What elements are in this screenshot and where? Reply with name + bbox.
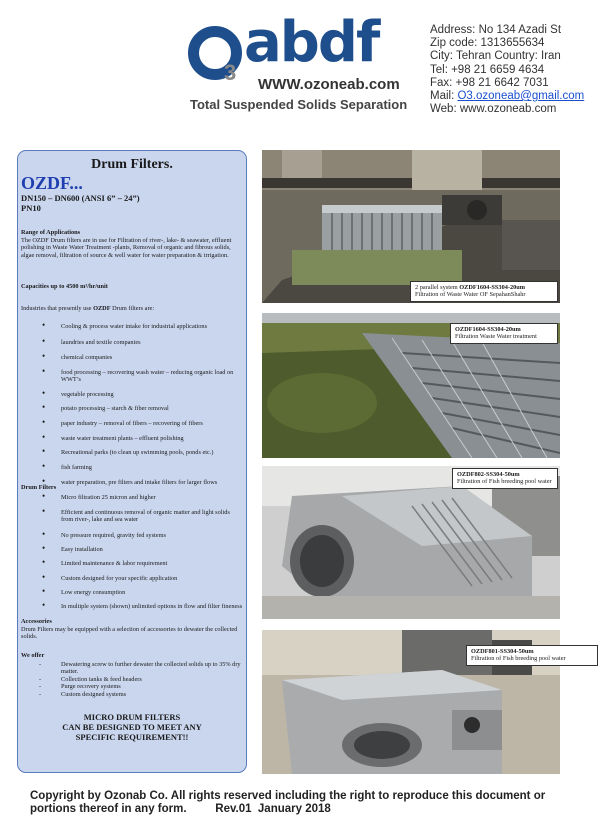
- photo-fish-pool-drum-1-image: [262, 466, 560, 619]
- list-item: • vegetable processing: [21, 391, 243, 405]
- company-logo: [188, 10, 403, 102]
- list-item: • laundries and textile companies: [21, 339, 243, 354]
- logo-url: WWW.ozoneab.com: [258, 76, 400, 93]
- list-item: • Recreational parks (to clean up swimming pools, ponds etc.): [21, 449, 243, 464]
- list-item: • In multiple system (shown) unlimited options in flow and filter fineness: [21, 603, 243, 619]
- logo-wordmark: abdf: [244, 10, 379, 75]
- photo-caption: [410, 281, 558, 302]
- caption-description: Filtration of Waste Water OF SepahanShahr: [415, 291, 526, 299]
- product-name: OZDF...: [21, 173, 83, 193]
- list-item: • Efficient and continuous removal of organic matter and light solids from river-, lake and sea water: [21, 509, 243, 532]
- industries-intro: [21, 305, 243, 312]
- industries-intro-b: OZDF: [93, 305, 111, 312]
- panel-title: Drum Filters.: [91, 157, 173, 172]
- caption-description: Filtration of Fish breeding pool water: [471, 655, 566, 663]
- photo-caption: [452, 468, 558, 489]
- list-item: - Collection tanks & feed headers: [21, 676, 243, 683]
- industries-list: [21, 323, 243, 496]
- closing-line: MICRO DRUM FILTERS: [83, 712, 181, 722]
- list-item: • chemical companies: [21, 354, 243, 369]
- range-heading: Range of Applications: [21, 229, 81, 236]
- list-item: • Limited maintenance & labor requirement: [21, 560, 243, 575]
- caption-model: OZDF802-SS304-50um: [457, 471, 520, 478]
- list-item: - Purge recovery systems: [21, 683, 243, 690]
- caption-prefix: 2 parallel system: [415, 284, 460, 291]
- contact-block: [430, 24, 584, 116]
- list-item: • potato processing – starch & fiber removal: [21, 405, 243, 420]
- photo-caption: [466, 645, 598, 666]
- list-item: • paper industry – removal of fibers – recovering of fibers: [21, 420, 243, 435]
- contact-mail-link[interactable]: O3.ozoneab@gmail.com: [457, 90, 585, 103]
- drum-features-list: [21, 494, 243, 619]
- industries-intro-a: Industries that presently use: [21, 305, 94, 312]
- accessories-heading: Accessories: [21, 618, 52, 625]
- closing-statement: [17, 712, 247, 742]
- contact-fax: Fax: +98 21 6642 7031: [430, 76, 549, 89]
- tagline: Total Suspended Solids Separation: [190, 97, 408, 112]
- offer-heading: We offer: [21, 652, 45, 659]
- product-specs: [21, 193, 140, 213]
- footer-line: Copyright by Ozonab Co. All rights reserved including the right to reproduce this document or: [30, 790, 546, 802]
- caption-description: Filtration Waste Water treatment: [455, 333, 537, 341]
- list-item: • water preparation, pre filters and intake filters for larger flows: [21, 479, 243, 496]
- product-pressure: PN10: [21, 203, 41, 213]
- contact-web: Web: www.ozoneab.com: [430, 103, 557, 116]
- offer-list: [21, 661, 243, 698]
- closing-line: CAN BE DESIGNED TO MEET ANY: [62, 722, 202, 732]
- list-item: • food processing – recovering wash water – reducing organic load on WWT’s: [21, 369, 243, 391]
- range-text: The OZDF Drum filters are in use for Filtration of river-, lake- & seawater, effluent polishing in Waste Water Treatment -plants, Removal of organic and fibrous solids, algae removal, filtration of source & well water for water preparation & irrigation.: [21, 237, 232, 259]
- contact-city: City: Tehran Country: Iran: [430, 50, 561, 63]
- caption-model: OZDF801-SS304-50um: [471, 648, 534, 655]
- accessories-text: Drum Filters may be equipped with a selection of accessories to dewater the collected solids.: [21, 626, 238, 641]
- list-item: • No pressure required, gravity fed systems: [21, 532, 243, 546]
- copyright-footer: [30, 790, 545, 816]
- photo-fish-pool-drum-1: [262, 466, 560, 619]
- caption-model: OZDF1604-SS304-20um: [459, 284, 526, 291]
- capacity-text: Capacities up to 4500 m³/hr/unit: [21, 283, 108, 290]
- list-item: - Dewatering screw to further dewater the collected solids up to 35% dry matter.: [21, 661, 243, 676]
- contact-zip: Zip code: 1313655634: [430, 37, 545, 50]
- footer-line: portions thereof in any form. Rev.01 January 2018: [30, 803, 331, 815]
- list-item: - Custom designed systems: [21, 691, 243, 698]
- list-item: • Low energy consumption: [21, 589, 243, 603]
- contact-address: Address: No 134 Azadi St: [430, 24, 562, 36]
- closing-line: SPECIFIC REQUIREMENT!!: [75, 732, 189, 742]
- logo-number: 3: [224, 60, 237, 85]
- industries-intro-c: Drum filters are:: [110, 305, 155, 312]
- contact-tel: Tel: +98 21 6659 4634: [430, 63, 545, 76]
- photo-caption: [450, 323, 558, 344]
- list-item: • Easy installation: [21, 546, 243, 560]
- caption-model: OZDF1604-SS304-20um: [455, 326, 521, 333]
- contact-mail-label: Mail:: [430, 90, 458, 103]
- contact-mail-row: [430, 90, 584, 103]
- list-item: • Cooling & process water intake for industrial applications: [21, 323, 243, 339]
- list-item: • fish farming: [21, 464, 243, 479]
- list-item: • Custom designed for your specific application: [21, 575, 243, 589]
- product-size: DN150 – DN600 (ANSI 6” – 24”): [21, 193, 140, 203]
- list-item: • waste water treatment plants – effluent polishing: [21, 435, 243, 449]
- drum-heading: Drum Filters: [21, 484, 57, 491]
- caption-description: Filtration of Fish breeding pool water: [457, 478, 552, 486]
- list-item: • Micro filtration 25 micron and higher: [21, 494, 243, 509]
